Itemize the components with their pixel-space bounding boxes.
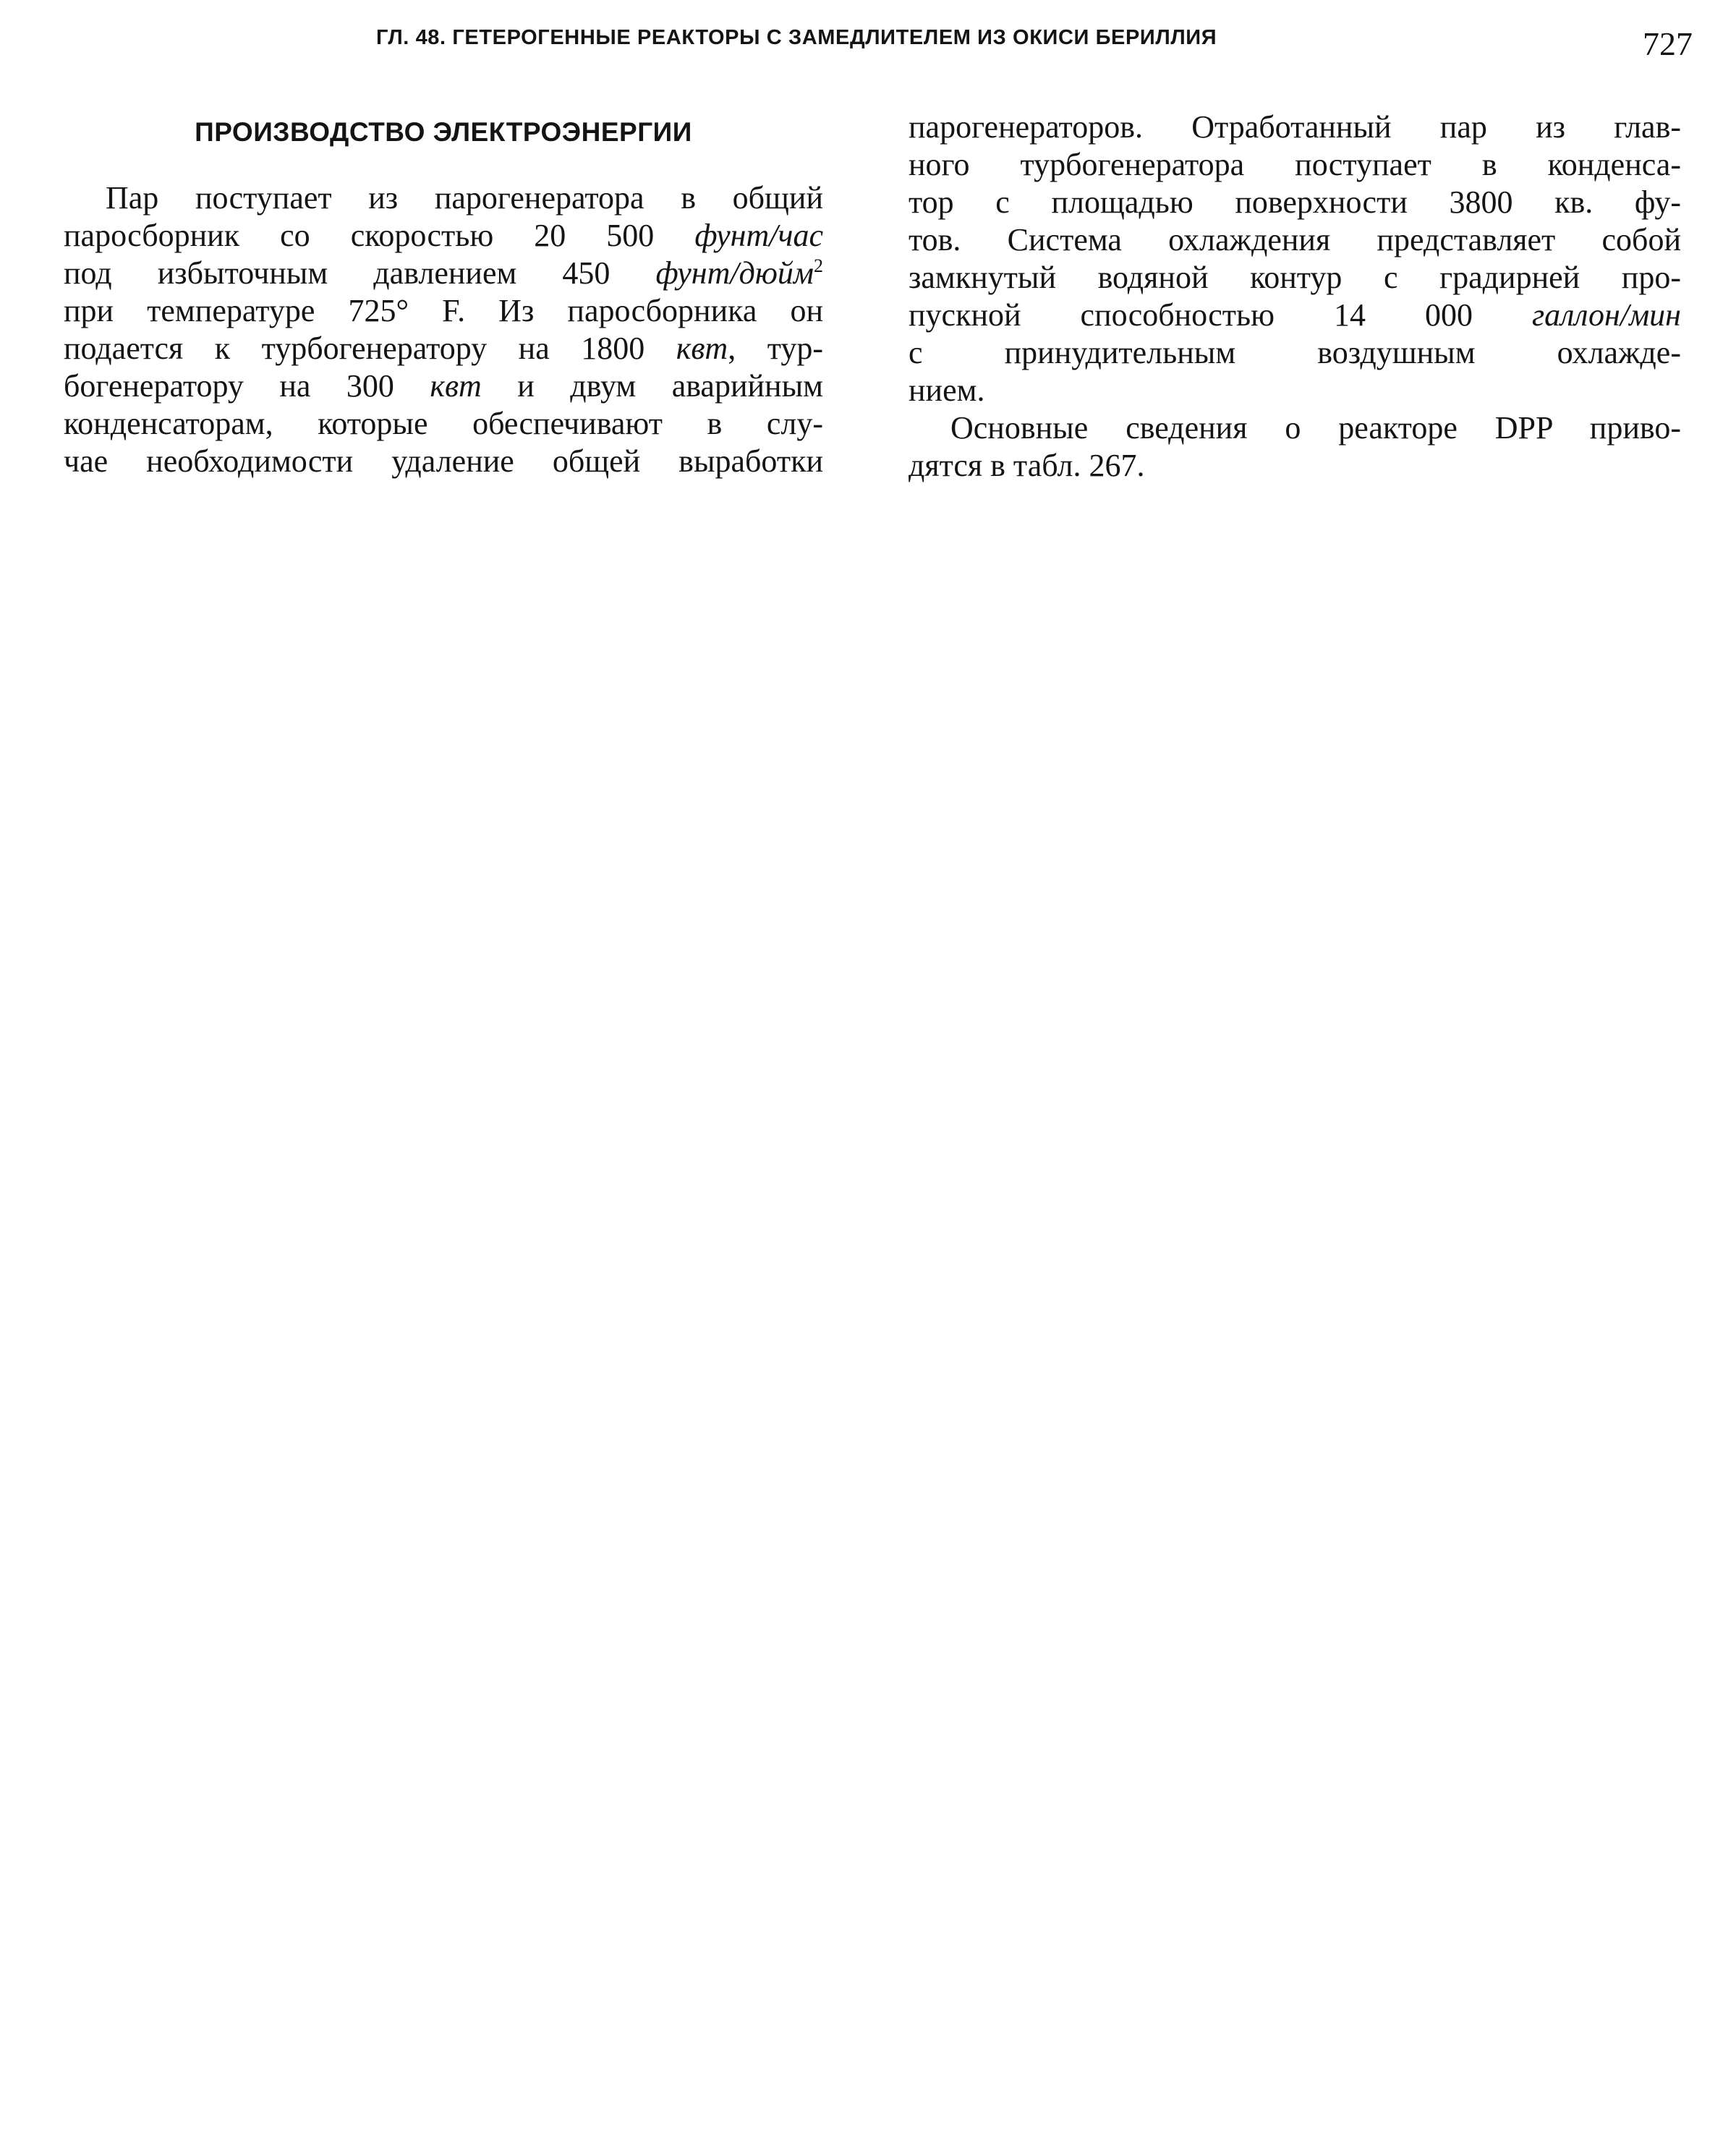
unit-italic: фунт/час [694,218,823,253]
text-line: чае необходимости удаление общей выработки [64,443,823,479]
page-number: 727 [1643,25,1693,62]
right-column [909,108,1681,485]
text-line: ного турбогенератора поступает в конденса- [909,147,1681,182]
text-line: подается к турбогенератору на 1800 квт, тур- [64,331,823,366]
text-line: с принудительным воздушным охлажде- [909,335,1681,370]
text-line: замкнутый водяной контур с градирней про- [909,260,1681,295]
text-line: пускной способностью 14 000 галлон/мин [909,297,1681,333]
text-line: конденсаторам, которые обеспечивают в слу- [64,406,823,441]
text-line: Пар поступает из парогенератора в общий [106,180,823,216]
unit-italic: галлон/мин [1531,297,1681,333]
unit-italic: квт [430,368,482,404]
text-line: тор с площадью поверхности 3800 кв. фу- [909,184,1681,220]
text-line: паросборник со скоростью 20 500 фунт/час [64,218,823,253]
running-head: ГЛ. 48. ГЕТЕРОГЕННЫЕ РЕАКТОРЫ С ЗАМЕДЛИТЕЛЕМ ИЗ ОКИСИ БЕРИЛЛИЯ [376,26,1217,49]
text-line: парогенераторов. Отработанный пар из глав- [909,109,1681,145]
unit-italic: фунт/дюйм [655,255,814,291]
text-line: тов. Система охлаждения представляет собой [909,222,1681,257]
text-line: Основные сведения о реакторе DPP приво- [950,410,1681,446]
superscript: 2 [814,255,823,276]
left-column [64,108,823,480]
text-line: дятся в табл. 267. [909,448,1145,483]
text-line: нием. [909,372,985,408]
text-line: под избыточным давлением 450 фунт/дюйм$^2$ [64,255,823,291]
section-title: ПРОИЗВОДСТВО ЭЛЕКТРОЭНЕРГИИ [195,117,692,147]
unit-italic: квт [676,331,728,366]
text-line: богенератору на 300 квт и двум аварийным [64,368,823,404]
text-line: при температуре 725° F. Из паросборника он [64,293,823,328]
